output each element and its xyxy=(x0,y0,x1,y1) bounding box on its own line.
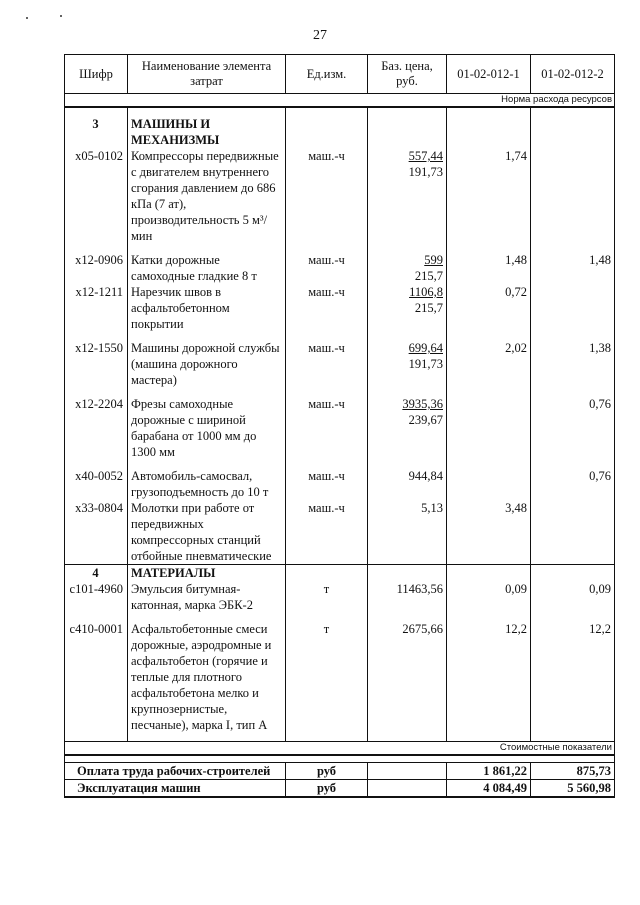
row-price: 11463,56 xyxy=(368,581,447,613)
total-value-2: 5 560,98 xyxy=(531,780,615,798)
row-unit: т xyxy=(286,621,368,733)
row-name: Катки дорожные самоходные гладкие 8 т xyxy=(128,252,286,284)
table-header xyxy=(65,55,615,94)
row-code: с410-0001 xyxy=(65,621,128,733)
scan-speck xyxy=(26,17,28,19)
row-price-labor: 239,67 xyxy=(408,413,443,427)
header-code: Шифр xyxy=(65,55,128,94)
row-price: 5,13 xyxy=(368,500,447,565)
table-row xyxy=(65,340,615,388)
row-price-labor: 191,73 xyxy=(408,165,443,179)
row-price: 2675,66 xyxy=(368,621,447,733)
row-code: х12-1550 xyxy=(65,340,128,388)
row-price: 699,64 xyxy=(408,341,443,355)
row-price: 3935,36 xyxy=(402,397,443,411)
section-number: 3 xyxy=(65,116,128,148)
row-value-2: 1,48 xyxy=(531,252,615,284)
row-price: 1106,8 xyxy=(409,285,443,299)
total-value-2: 875,73 xyxy=(531,763,615,780)
total-label: Эксплуатация машин xyxy=(65,780,286,798)
row-value-1: 0,09 xyxy=(447,581,531,613)
row-value-2 xyxy=(531,148,615,244)
band-norms: Норма расхода ресурсов xyxy=(65,94,615,108)
row-price-labor: 215,7 xyxy=(414,301,443,315)
table-row xyxy=(65,252,615,284)
row-unit: маш.-ч xyxy=(286,252,368,284)
table-row xyxy=(65,621,615,733)
total-label: Оплата труда рабочих-строителей xyxy=(65,763,286,780)
row-unit: маш.-ч xyxy=(286,396,368,460)
header-col2: 01-02-012-2 xyxy=(531,55,615,94)
table-row xyxy=(65,284,615,332)
row-value-1: 3,48 xyxy=(447,500,531,565)
row-code: с101-4960 xyxy=(65,581,128,613)
section-title: МАШИНЫ И МЕХАНИЗМЫ xyxy=(128,116,286,148)
total-row xyxy=(65,780,615,798)
row-unit: маш.-ч xyxy=(286,340,368,388)
scan-speck xyxy=(60,15,62,17)
row-price: 557,44 xyxy=(408,149,443,163)
row-price-labor: 215,7 xyxy=(414,269,443,283)
table-row xyxy=(65,468,615,500)
table-row xyxy=(65,148,615,244)
row-name: Машины дорожной службы (машина дорожного мастера) xyxy=(128,340,286,388)
row-value-2: 0,76 xyxy=(531,396,615,460)
row-value-1: 12,2 xyxy=(447,621,531,733)
row-value-2 xyxy=(531,500,615,565)
row-name: Молотки при работе от передвижных компрессорных станций отбойные пневматические xyxy=(128,500,286,565)
row-name: Автомобиль-самосвал, грузоподъемность до 10 т xyxy=(128,468,286,500)
section-number: 4 xyxy=(65,565,128,582)
row-price: 599 xyxy=(424,253,443,267)
table-row xyxy=(65,581,615,613)
row-unit: маш.-ч xyxy=(286,148,368,244)
resource-norms-table xyxy=(64,54,615,798)
header-col1: 01-02-012-1 xyxy=(447,55,531,94)
row-name: Эмульсия битумная-катонная, марка ЭБК-2 xyxy=(128,581,286,613)
page-number: 27 xyxy=(313,28,327,43)
section-machines xyxy=(65,116,615,148)
section-title: МАТЕРИАЛЫ xyxy=(128,565,286,582)
row-unit: маш.-ч xyxy=(286,500,368,565)
row-code: х12-2204 xyxy=(65,396,128,460)
total-unit: руб xyxy=(286,763,368,780)
table-row xyxy=(65,500,615,565)
row-value-1: 0,72 xyxy=(447,284,531,332)
row-value-2: 0,76 xyxy=(531,468,615,500)
row-code: х33-0804 xyxy=(65,500,128,565)
row-value-1: 2,02 xyxy=(447,340,531,388)
row-value-2: 1,38 xyxy=(531,340,615,388)
row-value-2 xyxy=(531,284,615,332)
total-row xyxy=(65,763,615,780)
row-value-2: 0,09 xyxy=(531,581,615,613)
section-materials xyxy=(65,565,615,582)
row-value-1 xyxy=(447,396,531,460)
row-name: Асфальтобетонные смеси дорожные, аэродромные и асфальтобетон (горячие и теплые для плотного асфальтобетона мелко и крупнозернистые, песчаные), марка I, тип А xyxy=(128,621,286,733)
row-price-labor: 191,73 xyxy=(408,357,443,371)
header-price: Баз. цена, руб. xyxy=(368,55,447,94)
row-price: 944,84 xyxy=(368,468,447,500)
band-costs: Стоимостные показатели xyxy=(65,742,615,756)
header-name: Наименование элемента затрат xyxy=(128,55,286,94)
total-value-1: 4 084,49 xyxy=(447,780,531,798)
row-code: х12-0906 xyxy=(65,252,128,284)
row-unit: маш.-ч xyxy=(286,284,368,332)
row-name: Нарезчик швов в асфальтобетонном покрытии xyxy=(128,284,286,332)
row-value-2: 12,2 xyxy=(531,621,615,733)
total-unit: руб xyxy=(286,780,368,798)
row-unit: маш.-ч xyxy=(286,468,368,500)
row-name: Компрессоры передвижные с двигателем внутреннего сгорания давлением до 686 кПа (7 ат), производительность 5 м³/мин xyxy=(128,148,286,244)
row-value-1: 1,48 xyxy=(447,252,531,284)
row-code: х40-0052 xyxy=(65,468,128,500)
row-name: Фрезы самоходные дорожные с шириной барабана от 1000 мм до 1300 мм xyxy=(128,396,286,460)
row-value-1: 1,74 xyxy=(447,148,531,244)
header-unit: Ед.изм. xyxy=(286,55,368,94)
row-code: х05-0102 xyxy=(65,148,128,244)
row-unit: т xyxy=(286,581,368,613)
row-value-1 xyxy=(447,468,531,500)
total-value-1: 1 861,22 xyxy=(447,763,531,780)
row-code: х12-1211 xyxy=(65,284,128,332)
table-row xyxy=(65,396,615,460)
